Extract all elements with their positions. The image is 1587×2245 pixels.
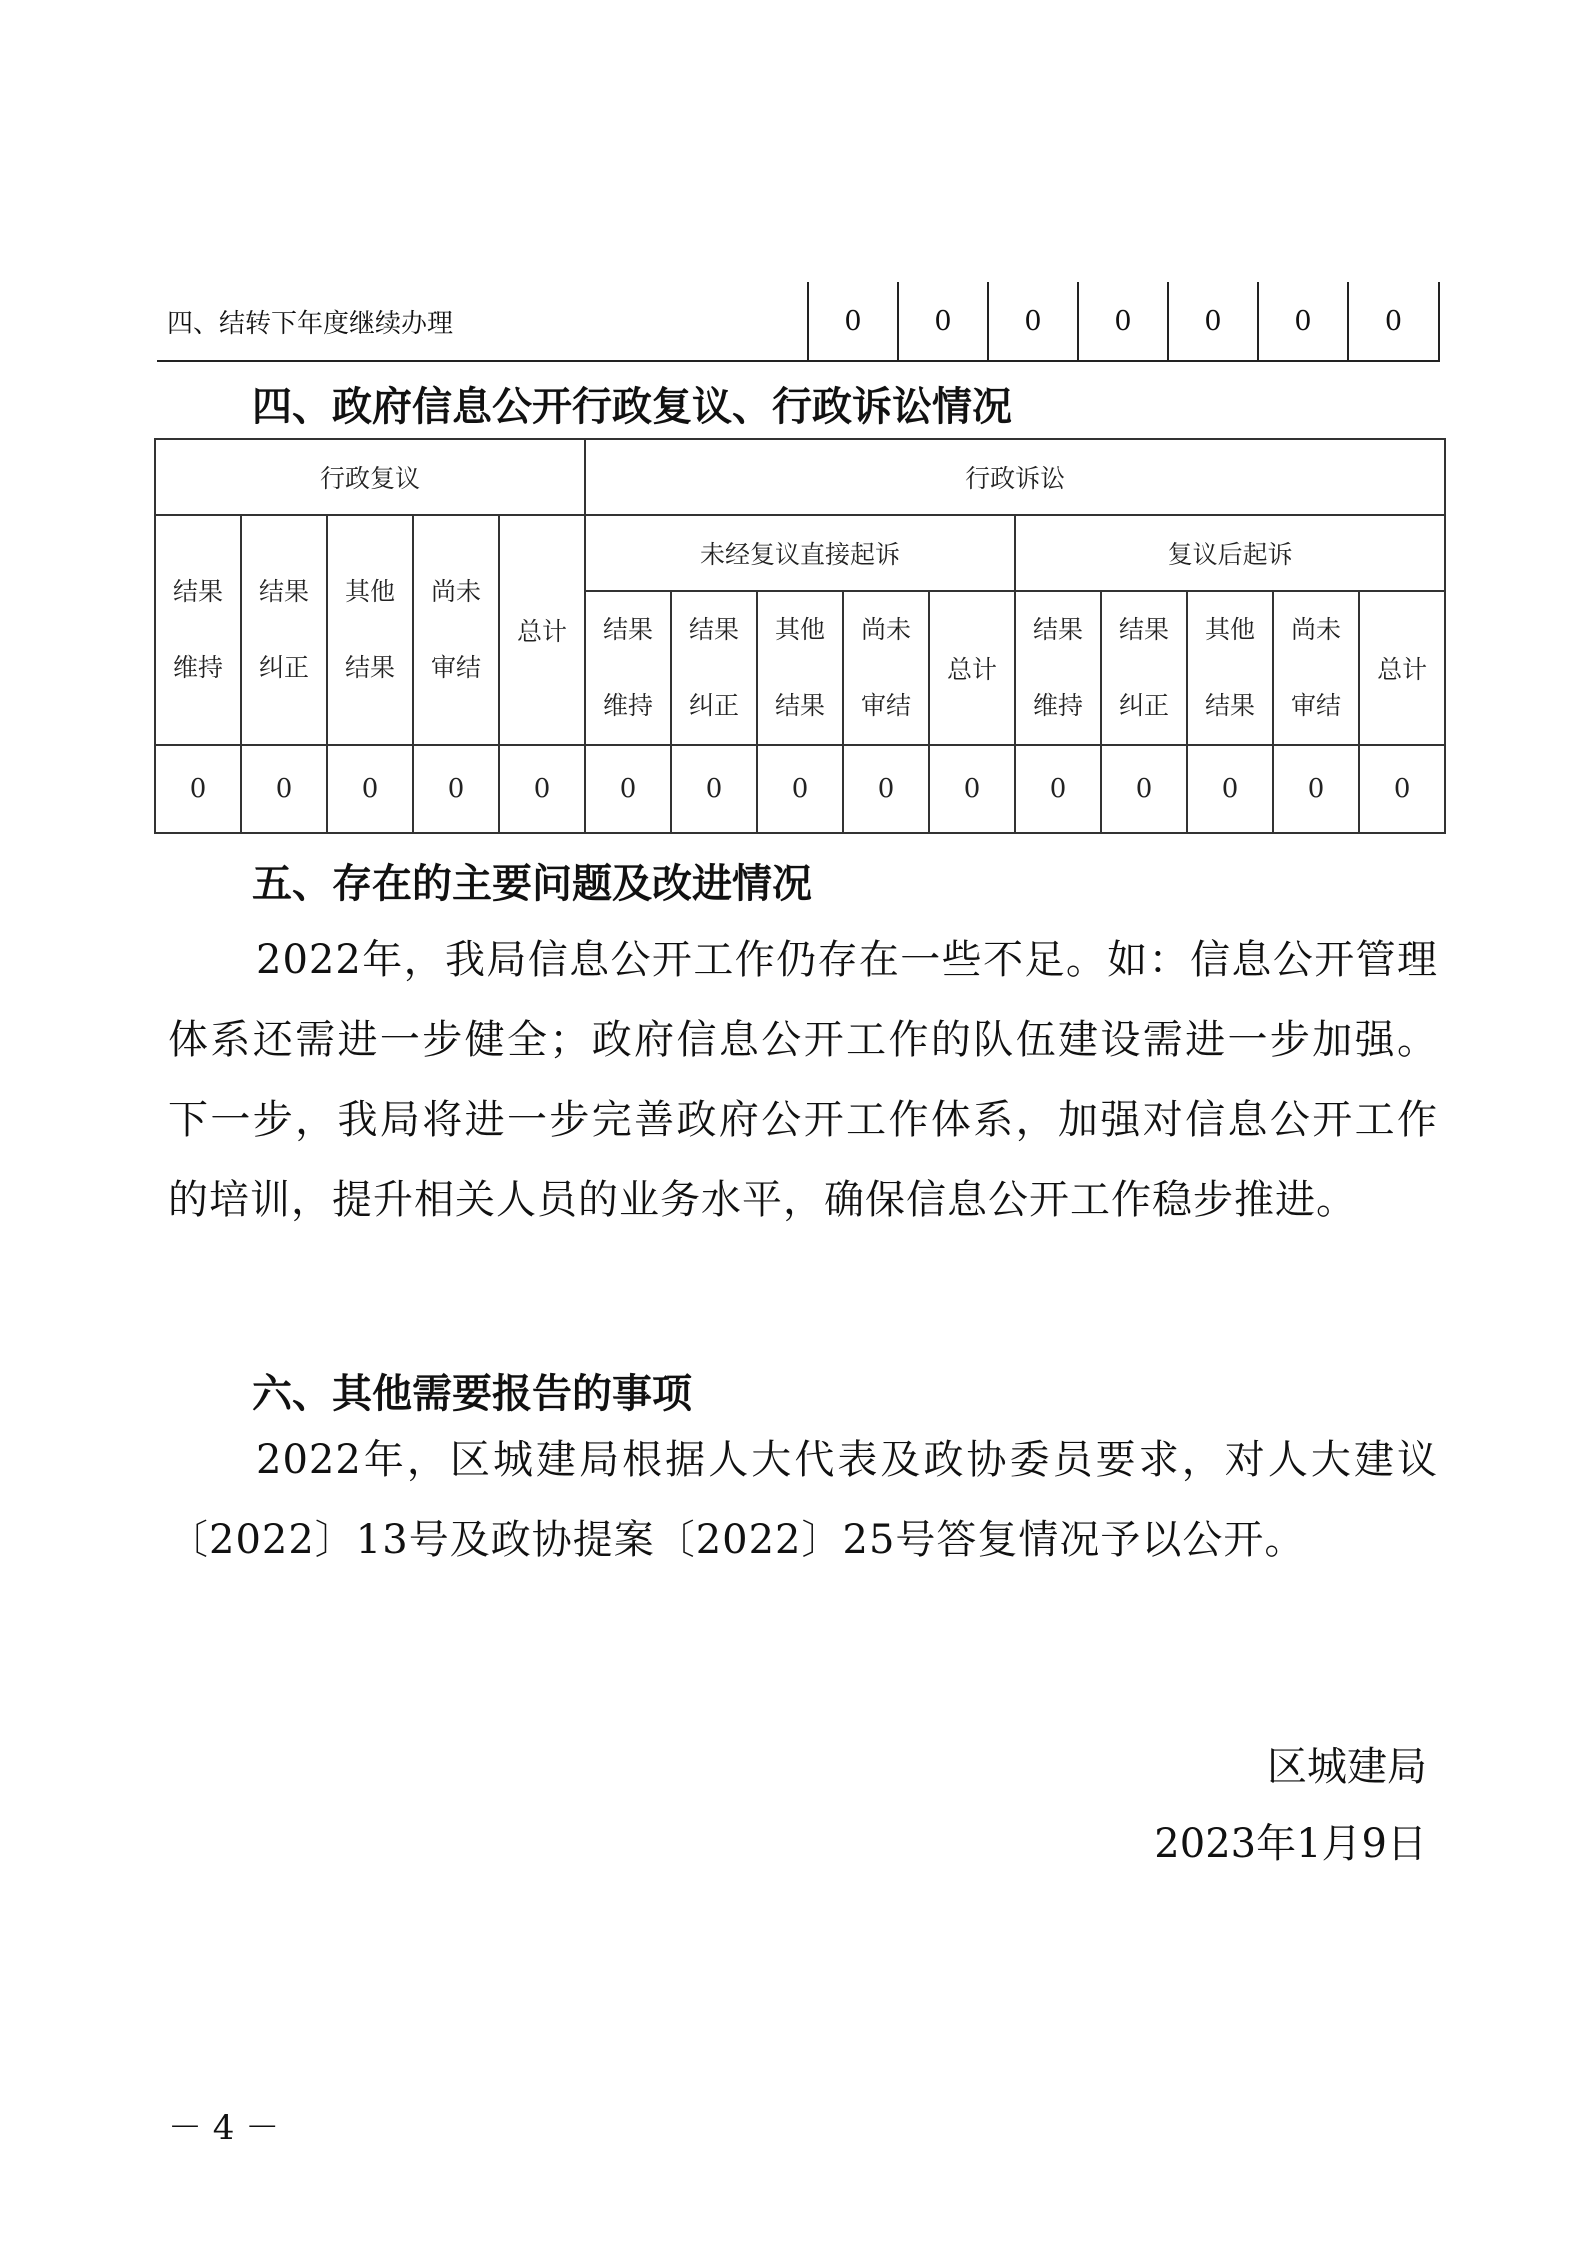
table-cell: 0: [585, 745, 671, 833]
table-cell: 0: [1273, 745, 1359, 833]
carry-value: 0: [1258, 282, 1348, 361]
carry-value: 0: [1348, 282, 1439, 361]
table-cell: 0: [929, 745, 1015, 833]
table-value-row: [155, 745, 1445, 833]
page-number: － 4 －: [168, 2108, 280, 2148]
table-cell: 0: [1187, 745, 1273, 833]
lit-direct-col-result-maintain: 结果 维持: [585, 591, 671, 745]
lit-after-col-total: 总计: [1359, 591, 1445, 745]
lit-after-col-result-maintain: 结果 维持: [1015, 591, 1101, 745]
section4-title: 四、政府信息公开行政复议、行政诉讼情况: [252, 384, 1012, 430]
table-subheader-row: [155, 515, 1445, 591]
review-col-total: 总计: [499, 515, 585, 745]
table-cell: 0: [757, 745, 843, 833]
signature-org: 区城建局: [1267, 1744, 1427, 1790]
section5-body: 2022年，我局信息公开工作仍存在一些不足。如：信息公开管理体系还需进一步健全；政府信息公开工作的队伍建设需进一步加强。下一步，我局将进一步完善政府公开工作体系，加强对信息公开工作的培训，提升相关人员的业务水平，确保信息公开工作稳步推进。: [168, 937, 1438, 1223]
table-cell: 0: [671, 745, 757, 833]
carry-value: 0: [808, 282, 898, 361]
review-col-result-maintain: 结果 维持: [155, 515, 241, 745]
table-cell: 0: [1101, 745, 1187, 833]
carry-value: 0: [988, 282, 1078, 361]
lit-after-col-other-result: 其他 结果: [1187, 591, 1273, 745]
section6-body: 2022年，区城建局根据人大代表及政协委员要求，对人大建议〔2022〕13号及政协提案〔2022〕25号答复情况予以公开。: [168, 1437, 1438, 1563]
signature-date: 2023年1月9日: [1154, 1821, 1427, 1867]
lit-direct-header: 未经复议直接起诉: [585, 515, 1015, 591]
review-col-pending: 尚未 审结: [413, 515, 499, 745]
table-cell: 0: [241, 745, 327, 833]
section5-title: 五、存在的主要问题及改进情况: [252, 861, 812, 907]
lit-after-header: 复议后起诉: [1015, 515, 1445, 591]
table-cell: 0: [413, 745, 499, 833]
carry-over-table: [157, 282, 1440, 362]
litigation-header: 行政诉讼: [585, 439, 1445, 515]
lit-direct-col-pending: 尚未 审结: [843, 591, 929, 745]
carry-value: 0: [1168, 282, 1258, 361]
review-col-result-correct: 结果 纠正: [241, 515, 327, 745]
lit-after-col-pending: 尚未 审结: [1273, 591, 1359, 745]
carry-value: 0: [1078, 282, 1168, 361]
review-col-other-result: 其他 结果: [327, 515, 413, 745]
review-litigation-table: [154, 438, 1446, 834]
table-cell: 0: [843, 745, 929, 833]
carry-over-label: 四、结转下年度继续办理: [157, 282, 808, 361]
table-header-row: [155, 439, 1445, 515]
section6-title: 六、其他需要报告的事项: [252, 1371, 692, 1417]
table-cell: 0: [1015, 745, 1101, 833]
lit-direct-col-total: 总计: [929, 591, 1015, 745]
carry-over-row: [157, 282, 1439, 361]
lit-after-col-result-correct: 结果 纠正: [1101, 591, 1187, 745]
lit-direct-col-result-correct: 结果 纠正: [671, 591, 757, 745]
table-cell: 0: [155, 745, 241, 833]
lit-direct-col-other-result: 其他 结果: [757, 591, 843, 745]
table-cell: 0: [499, 745, 585, 833]
review-header: 行政复议: [155, 439, 585, 515]
table-cell: 0: [1359, 745, 1445, 833]
table-cell: 0: [327, 745, 413, 833]
carry-value: 0: [898, 282, 988, 361]
